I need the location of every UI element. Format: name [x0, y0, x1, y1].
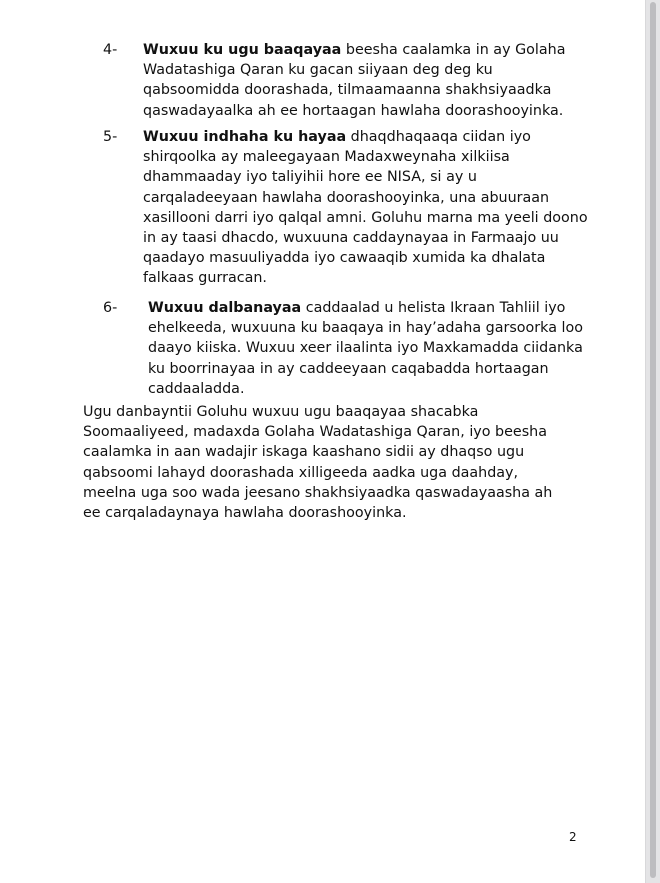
item-number: 6- — [103, 300, 118, 316]
item-body: dhaqdhaqaaqa ciidan iyo shirqoolka ay maleegayaan Madaxweynaha xilkiisa dhammaaday iyo taliyihii hore ee NISA, si ay u carqaladeeyaan hawlaha doorashooyinka, una abuuraan xasillooni darri iyo qalqal amni. Goluhu marna ma yeeli doono in ay taasi dhacdo, wuxuuna caddaynayaa in Farmaajo uu qaadayo masuuliyadda iyo cawaaqib xumida ka dhalata falkaas gurracan. — [143, 129, 588, 287]
item-bold-lead: Wuxuu dalbanayaa — [148, 300, 302, 316]
item-text — [143, 127, 593, 289]
item-number: 4- — [103, 42, 118, 58]
item-bold-lead: Wuxuu ku ugu baaqayaa — [143, 42, 342, 58]
scrollbar-thumb[interactable] — [650, 2, 656, 878]
page-number: 2 — [569, 830, 577, 844]
item-number: 5- — [103, 129, 118, 145]
item-body: beesha caalamka in ay Golaha Wadatashiga Qaran ku gacan siiyaan deg deg ku qabsoomidda doorashada, tilmaamaanna shakhsiyaadka qaswadayaalka ah ee hortaagan hawlaha doorashooyinka. — [143, 42, 566, 119]
item-text — [143, 40, 593, 121]
vertical-scrollbar[interactable] — [645, 0, 660, 883]
item-text — [148, 298, 598, 399]
closing-paragraph: Ugu danbayntii Goluhu wuxuu ugu baaqayaa shacabka Soomaaliyeed, madaxda Golaha Wadatashiga Qaran, iyo beesha caalamka in aan wadajir iskaga kaashano sidii ay dhaqso ugu qabsoomi lahayd doorashada xilligeeda aadka uga daahday, meelna uga soo wada jeesano shakhsiyaadka qaswadayaasha ah ee carqaladaynaya hawlaha doorashooyinka. — [83, 404, 553, 522]
item-body: caddaalad u helista Ikraan Tahliil iyo ehelkeeda, wuxuuna ku baaqaya in hay’adaha garsoorka loo daayo kiiska. Wuxuu xeer ilaalinta iyo Maxkamadda ciidanka ku boorrinayaa in ay caddeeyaan caqabadda hortaagan caddaaladda. — [148, 300, 583, 397]
item-bold-lead: Wuxuu indhaha ku hayaa — [143, 129, 347, 145]
